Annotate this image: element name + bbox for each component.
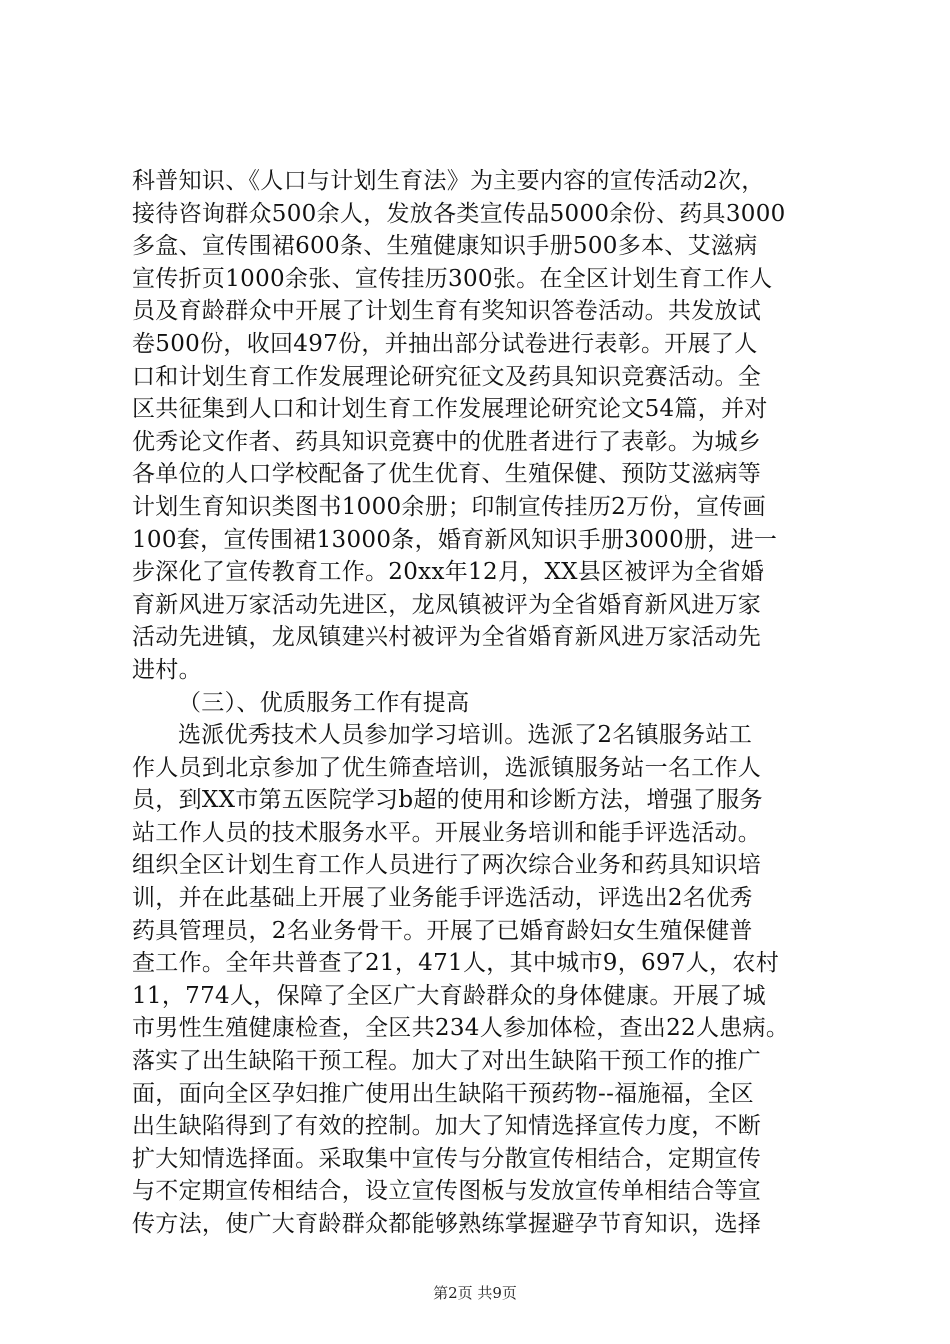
paragraph-first-line: 选派优秀技术人员参加学习培训。选派了2名镇服务站工 [178,722,753,749]
text-line: 优秀论文作者、药具知识竞赛中的优胜者进行了表彰。为城乡 [132,428,762,455]
text-line: 组织全区计划生育工作人员进行了两次综合业务和药具知识培 [132,852,762,879]
text-line: 员及育龄群众中开展了计划生育有奖知识答卷活动。共发放试 [132,298,762,325]
text-line: 传方法，使广大育龄群众都能够熟练掌握避孕节育知识，选择 [132,1211,762,1237]
text-line: 宣传折页1000余张、宣传挂历300张。在全区计划生育工作人 [132,265,773,292]
text-line: 卷500份，收回497份，并抽出部分试卷进行表彰。开展了人 [132,330,758,357]
text-line: 各单位的人口学校配备了优生优育、生殖保健、预防艾滋病等 [132,461,762,488]
text-line: 训，并在此基础上开展了业务能手评选活动，评选出2名优秀 [132,885,753,912]
text-line: 计划生育知识类图书1000余册；印制宣传挂历2万份，宣传画 [132,493,766,520]
text-line: 步深化了宣传教育工作。20xx年12月，XX县区被评为全省婚 [132,559,765,586]
text-line: 接待咨询群众500余人，发放各类宣传品5000余份、药具3000 [132,200,786,227]
text-line: 查工作。全年共普查了21，471人，其中城市9，697人，农村 [132,950,779,977]
section-heading: （三）、优质服务工作有提高 [178,689,470,716]
text-line: 出生缺陷得到了有效的控制。加大了知情选择宣传力度，不断 [132,1113,762,1140]
text-line: 面，面向全区孕妇推广使用出生缺陷干预药物--福施福，全区 [132,1080,754,1107]
text-line: 进村。 [132,656,202,683]
text-line: 多盒、宣传围裙600条、生殖健康知识手册500多本、艾滋病 [132,233,758,260]
text-line: 站工作人员的技术服务水平。开展业务培训和能手评选活动。 [132,819,762,846]
text-line: 作人员到北京参加了优生筛查培训，选派镇服务站一名工作人 [132,754,762,781]
text-line: 11，774人，保障了全区广大育龄群众的身体健康。开展了城 [132,982,766,1009]
text-line: 市男性生殖健康检查，全区共234人参加体检，查出22人患病。 [132,1015,790,1042]
text-line: 落实了出生缺陷干预工程。加大了对出生缺陷干预工作的推广 [132,1048,762,1075]
text-line: 活动先进镇，龙凤镇建兴村被评为全省婚育新风进万家活动先 [132,624,762,651]
text-line: 与不定期宣传相结合，设立宣传图板与发放宣传单相结合等宣 [132,1178,762,1205]
page-number-footer: 第2页 共9页 [433,1284,517,1302]
text-line: 100套，宣传围裙13000条，婚育新风知识手册3000册，进一 [132,526,778,553]
text-line: 区共征集到人口和计划生育工作发展理论研究论文54篇，并对 [132,396,768,423]
text-line: 科普知识、《人口与计划生育法》为主要内容的宣传活动2次， [132,168,765,194]
text-line: 育新风进万家活动先进区，龙凤镇被评为全省婚育新风进万家 [132,591,762,618]
document-body [132,165,832,1241]
text-line: 口和计划生育工作发展理论研究征文及药具知识竞赛活动。全 [132,363,762,390]
text-line: 员，到XX市第五医院学习b超的使用和诊断方法，增强了服务 [132,787,763,814]
text-line: 扩大知情选择面。采取集中宣传与分散宣传相结合，定期宣传 [132,1145,762,1172]
text-line: 药具管理员，2名业务骨干。开展了已婚育龄妇女生殖保健普 [132,917,753,944]
